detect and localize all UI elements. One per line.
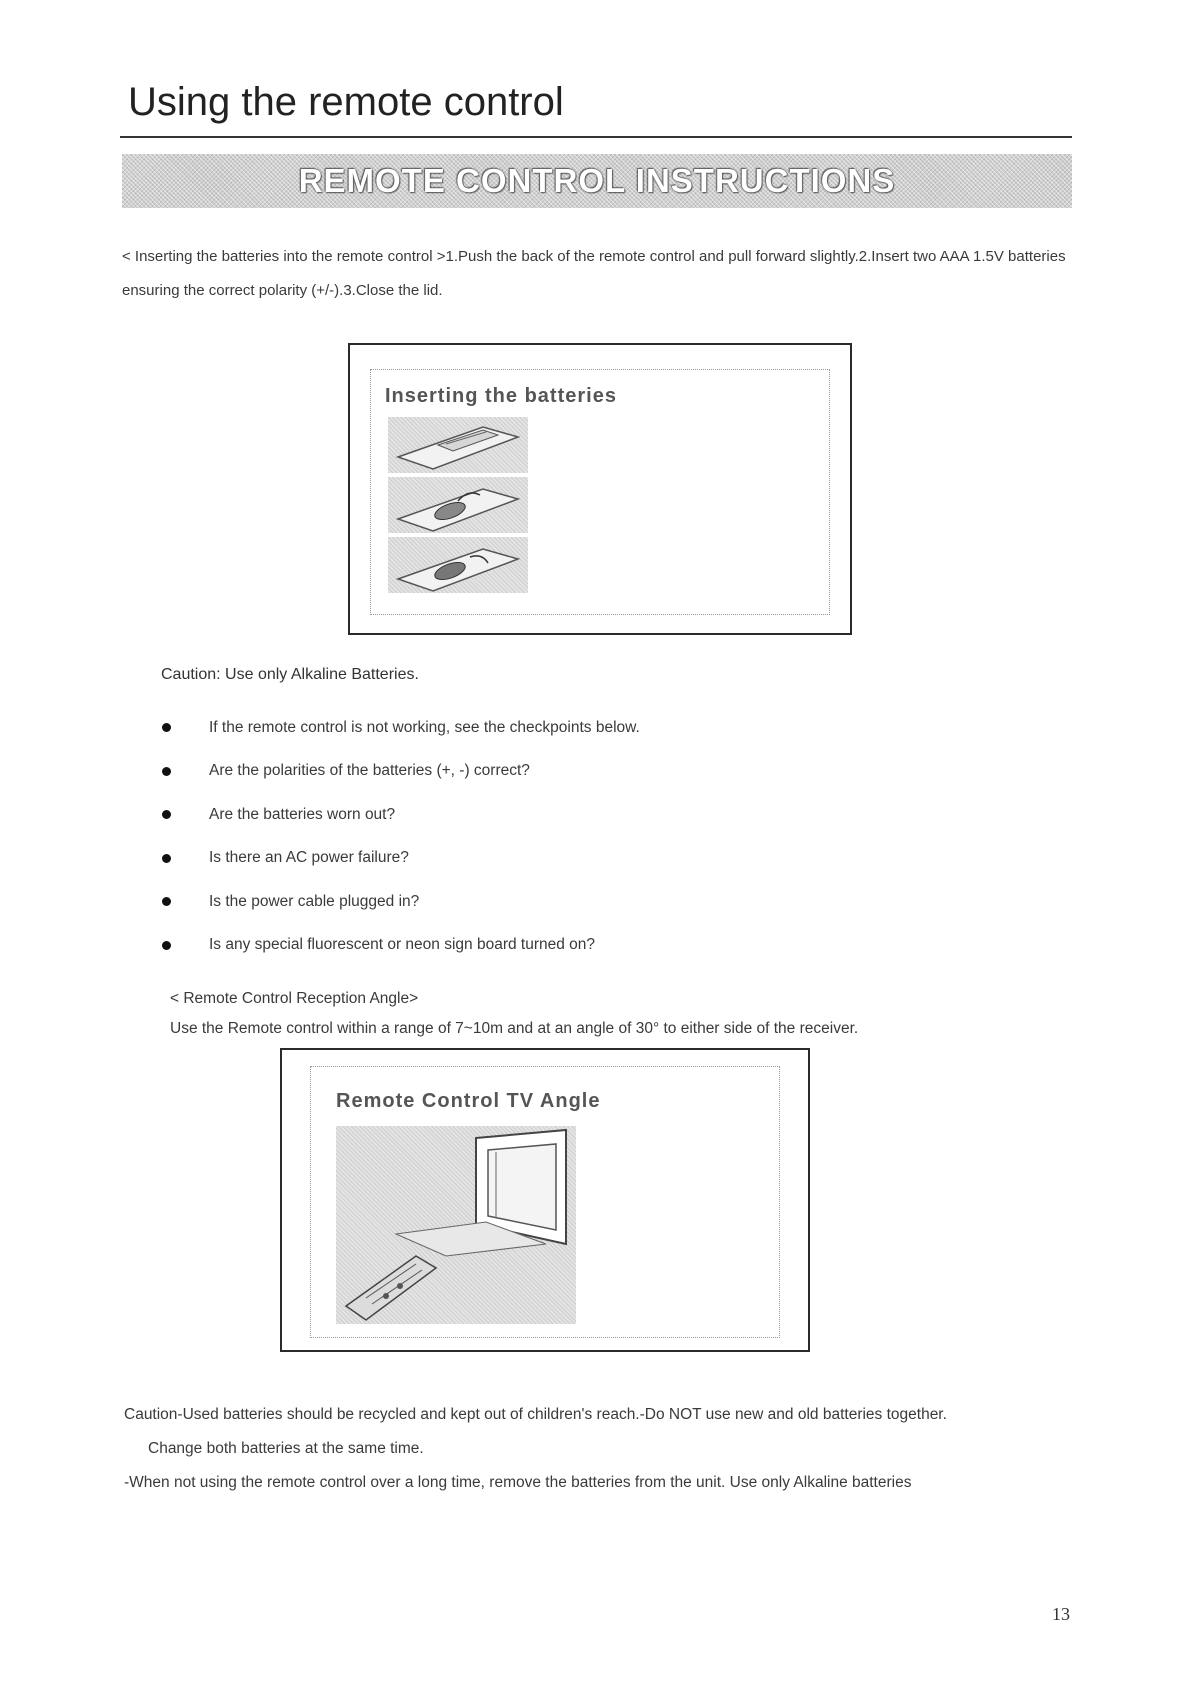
list-item-text: Are the batteries worn out? [209,805,396,823]
lid-close-icon [388,537,528,593]
bullet-icon [162,854,171,863]
list-item-text: Are the polarities of the batteries (+, -) correct? [209,762,530,780]
list-item-text: Is the power cable plugged in? [209,892,420,910]
footer-caution-line: Caution-Used batteries should be recycled and kept out of children's reach.-Do NOT use new and old batteries together. [124,1406,947,1423]
list-item [162,706,640,750]
list-item [162,924,640,968]
battery-step-3-image [388,537,528,593]
title-divider [120,136,1072,138]
list-item-text: If the remote control is not working, see the checkpoints below. [209,718,640,736]
page-number: 13 [1052,1604,1070,1624]
list-item [162,837,640,881]
list-item [162,880,640,924]
remote-open-icon [388,417,528,473]
list-item-text: Is any special fluorescent or neon sign board turned on? [209,936,596,954]
battery-step-1-image [388,417,528,473]
list-item [162,750,640,794]
battery-step-2-image [388,477,528,533]
bullet-icon [162,810,171,819]
list-item-text: Is there an AC power failure? [209,849,409,867]
list-item [162,793,640,837]
footer-notes [124,1398,1074,1500]
tv-remote-icon [336,1126,576,1324]
footer-change-line: Change both batteries at the same time. [148,1440,424,1457]
caution-alkaline: Caution: Use only Alkaline Batteries. [161,666,419,683]
battery-figure [348,343,852,635]
battery-insert-icon [388,477,528,533]
battery-instructions: < Inserting the batteries into the remote control >1.Push the back of the remote control and pull forward slightly.2.Insert two AAA 1.5V batteries ensuring the correct polarity (+/-).3.Close the lid. [122,248,1066,299]
reception-angle-text: Use the Remote control within a range of 7~10m and at an angle of 30° to either side of the receiver. [170,1020,859,1037]
bullet-icon [162,897,171,906]
tv-angle-figure [280,1048,810,1352]
page-title: Using the remote control [128,80,564,124]
bullet-icon [162,767,171,776]
bullet-icon [162,941,171,950]
battery-figure-caption: Inserting the batteries [385,385,617,407]
footer-remove-line: -When not using the remote control over a long time, remove the batteries from the unit. Use only Alkaline batteries [124,1474,912,1491]
tv-angle-figure-caption: Remote Control TV Angle [336,1090,601,1112]
checkpoint-list [162,706,640,967]
bullet-icon [162,723,171,732]
banner-text: REMOTE CONTROL INSTRUCTIONS [298,162,896,199]
reception-angle-heading: < Remote Control Reception Angle> [170,990,419,1007]
section-banner [122,154,1072,208]
tv-angle-image [336,1126,576,1324]
